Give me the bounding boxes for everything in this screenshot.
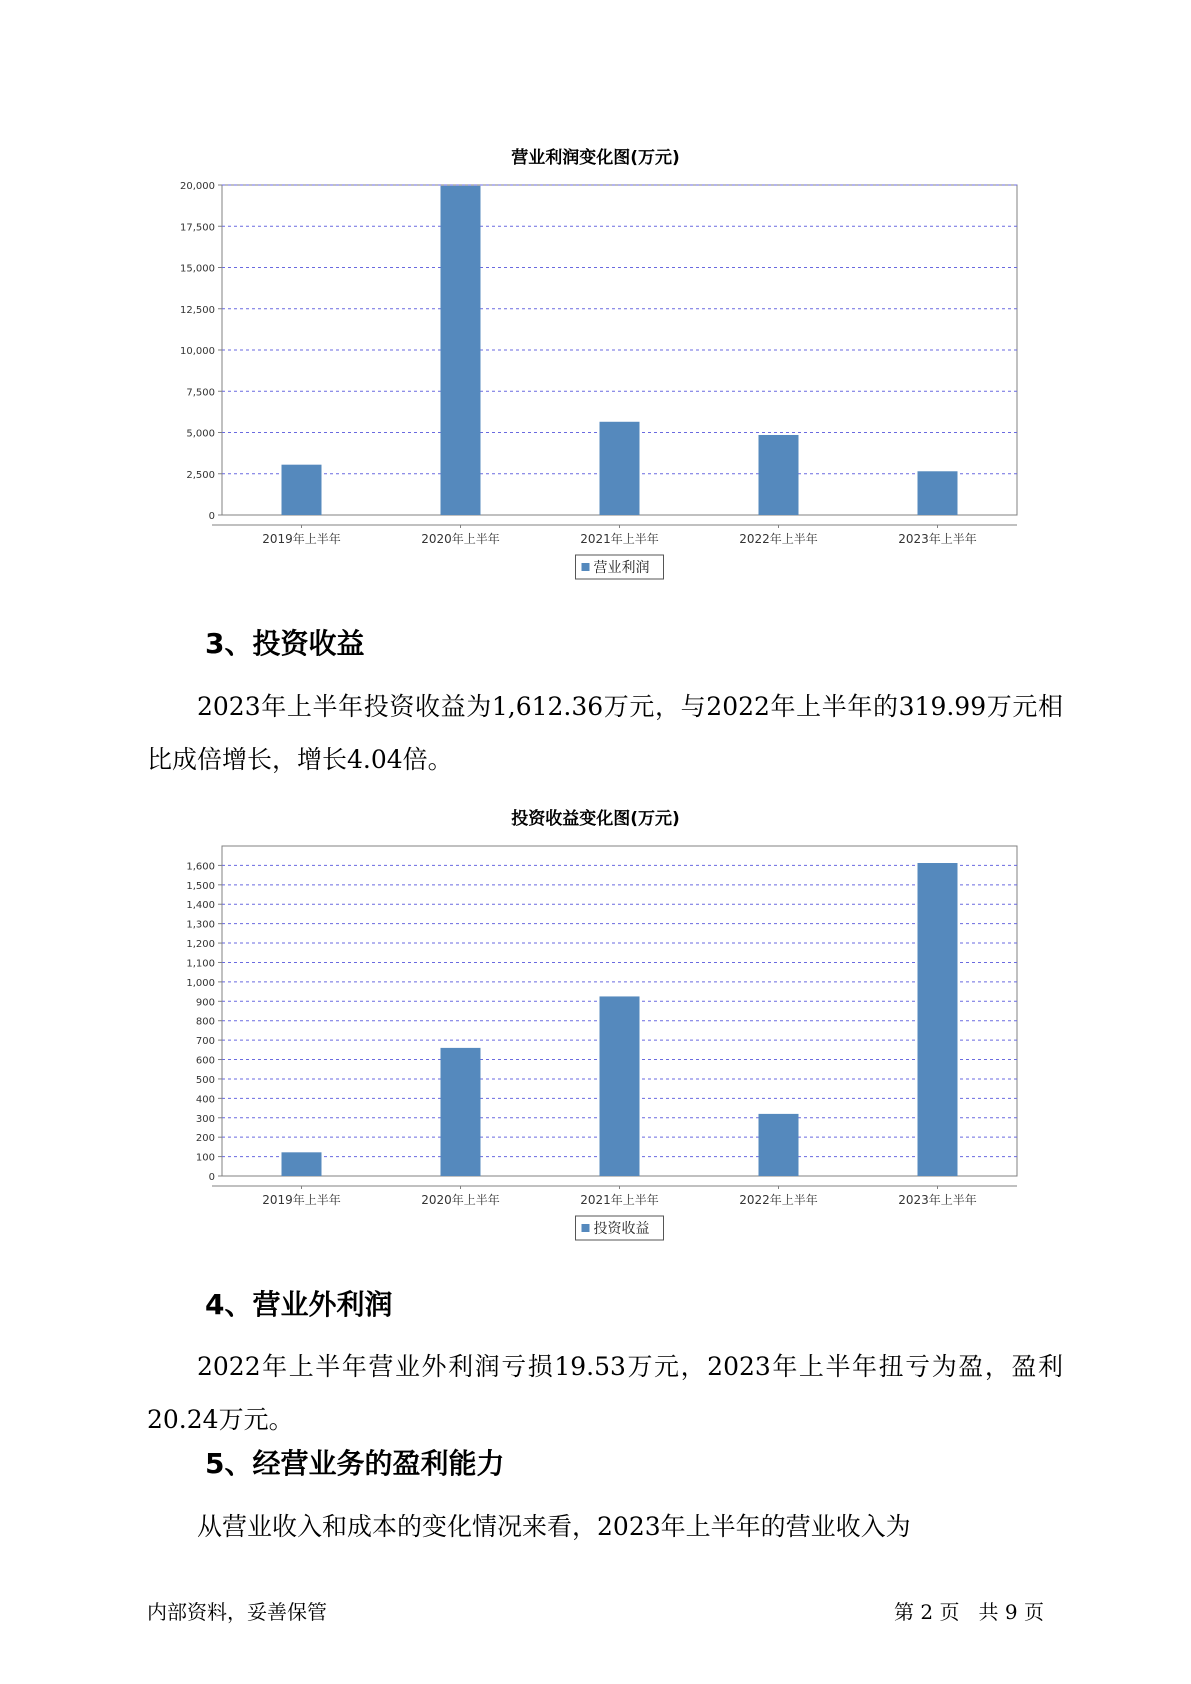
section-5-heading: 5、经营业务的盈利能力 <box>205 1447 505 1480</box>
x-tick-label: 2023年上半年 <box>898 532 977 546</box>
y-tick-label: 400 <box>195 1094 215 1106</box>
bar <box>759 435 799 515</box>
y-tick-label: 2,500 <box>186 469 215 481</box>
y-tick-label: 1,100 <box>186 958 215 970</box>
y-tick-label: 1,400 <box>186 900 215 912</box>
y-tick-label: 12,500 <box>180 304 215 316</box>
x-tick-label: 2021年上半年 <box>580 532 659 546</box>
legend-label: 投资收益 <box>593 1221 650 1237</box>
y-tick-label: 800 <box>195 1016 215 1028</box>
x-tick-label: 2022年上半年 <box>739 532 818 546</box>
x-tick-label: 2022年上半年 <box>739 1193 818 1207</box>
bar <box>441 186 481 515</box>
y-tick-label: 15,000 <box>180 263 215 275</box>
operating-profit-chart <box>150 175 1030 585</box>
bar <box>918 863 958 1176</box>
y-tick-label: 900 <box>195 997 215 1009</box>
x-tick-label: 2019年上半年 <box>262 1193 341 1207</box>
bar <box>600 996 640 1176</box>
y-tick-label: 5,000 <box>186 428 215 440</box>
y-tick-label: 100 <box>195 1152 215 1164</box>
y-tick-label: 1,600 <box>186 861 215 873</box>
section-3-paragraph: 2023年上半年投资收益为1,612.36万元，与2022年上半年的319.99万元相比成倍增长，增长4.04倍。 <box>147 692 1063 774</box>
y-tick-label: 1,000 <box>186 977 215 989</box>
y-tick-label: 1,500 <box>186 880 215 892</box>
y-tick-label: 17,500 <box>180 222 215 234</box>
y-tick-label: 7,500 <box>186 387 215 399</box>
y-tick-label: 20,000 <box>180 181 215 192</box>
section-3-heading: 3、投资收益 <box>205 627 365 660</box>
chart-title-operating-profit: 营业利润变化图(万元) <box>511 148 680 168</box>
y-tick-label: 600 <box>195 1055 215 1067</box>
legend-label: 营业利润 <box>593 560 650 576</box>
chart-title-investment-income: 投资收益变化图(万元) <box>511 809 680 829</box>
bar <box>600 422 640 515</box>
footer-confidential: 内部资料，妥善保管 <box>147 1600 327 1624</box>
legend-swatch <box>582 563 590 571</box>
bar <box>918 471 958 515</box>
bar <box>282 1152 322 1176</box>
y-tick-label: 500 <box>195 1074 215 1086</box>
bar <box>282 465 322 515</box>
section-4-paragraph: 2022年上半年营业外利润亏损19.53万元，2023年上半年扭亏为盈，盈利20.24万元。 <box>147 1352 1063 1434</box>
y-tick-label: 1,300 <box>186 919 215 931</box>
bar <box>759 1114 799 1176</box>
footer-page-number: 第 2 页 共 9 页 <box>894 1600 1044 1624</box>
y-tick-label: 200 <box>195 1133 215 1145</box>
x-tick-label: 2020年上半年 <box>421 1193 500 1207</box>
y-tick-label: 300 <box>195 1113 215 1125</box>
legend-swatch <box>582 1224 590 1232</box>
x-tick-label: 2020年上半年 <box>421 532 500 546</box>
bar <box>441 1048 481 1176</box>
y-tick-label: 0 <box>208 511 215 522</box>
x-tick-label: 2021年上半年 <box>580 1193 659 1207</box>
y-tick-label: 10,000 <box>180 346 215 357</box>
x-tick-label: 2023年上半年 <box>898 1193 977 1207</box>
y-tick-label: 1,200 <box>186 939 215 951</box>
section-4-heading: 4、营业外利润 <box>205 1288 393 1321</box>
y-tick-label: 700 <box>195 1036 215 1048</box>
investment-income-chart <box>150 836 1030 1246</box>
y-tick-label: 0 <box>208 1172 215 1183</box>
section-5-paragraph: 从营业收入和成本的变化情况来看，2023年上半年的营业收入为 <box>197 1512 911 1541</box>
x-tick-label: 2019年上半年 <box>262 532 341 546</box>
